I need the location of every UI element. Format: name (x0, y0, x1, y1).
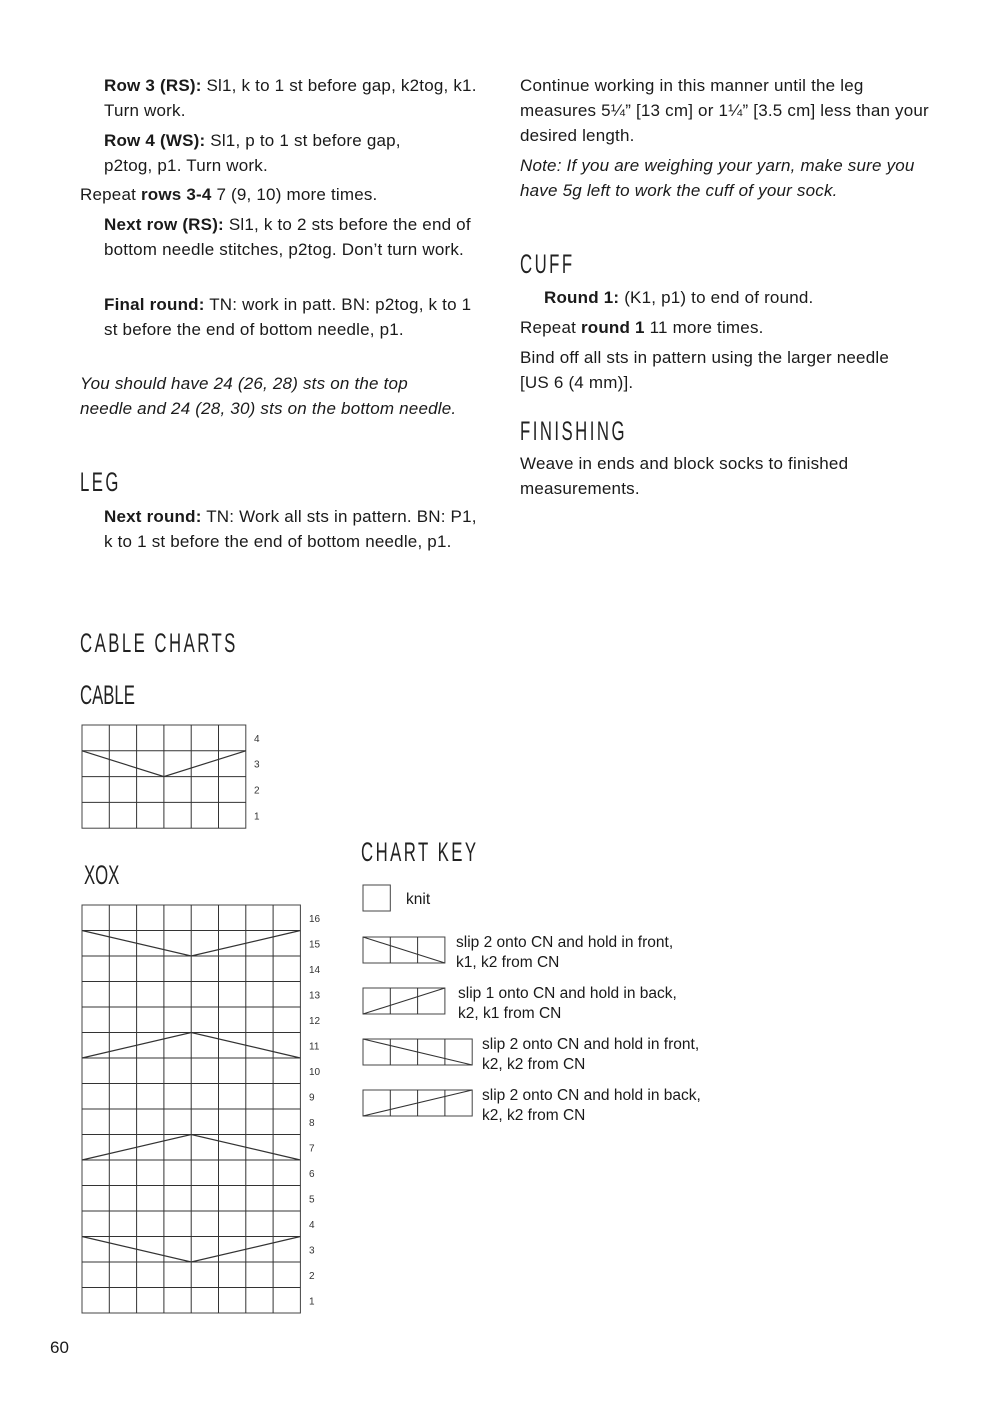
cable-chart-row-number: 3 (254, 759, 260, 771)
xox-chart-row-number: 7 (309, 1143, 315, 1155)
key-symbol-none (363, 885, 390, 911)
leg-heading: LEG (80, 467, 121, 497)
label: Row 4 (WS): (104, 131, 206, 150)
label: Next round: (104, 507, 202, 526)
xox-chart-row-number: 4 (309, 1219, 315, 1231)
text: Sl1, k to 2 sts before the end of bottom needle stitches, p2tog. Don’t turn work. (104, 215, 471, 259)
xox-chart-row-number: 8 (309, 1117, 315, 1129)
yarn-note: Note: If you are weighing your yarn, make sure you have 5g left to work the cuff of your sock. (520, 156, 915, 200)
key-label (458, 984, 677, 1024)
xox-chart-row-number: 16 (309, 913, 321, 925)
key-label-line: slip 2 onto CN and hold in front, (482, 1036, 700, 1053)
text: Sl1, p to 1 st before gap, p2tog, p1. Turn work. (104, 131, 401, 175)
finishing-heading: FINISHING (520, 416, 627, 446)
key-label (456, 933, 673, 973)
bind-off-instruction: Bind off all sts in pattern using the larger needle [US 6 (4 mm)]. (520, 348, 890, 392)
text: (K1, p1) to end of round. (619, 288, 814, 307)
label: round 1 (580, 318, 645, 337)
xox-chart-row-number: 15 (309, 939, 321, 951)
xox-chart-row-number: 5 (309, 1194, 315, 1206)
label: rows 3-4 (140, 185, 212, 204)
key-label-line: slip 1 onto CN and hold in back, (458, 985, 677, 1002)
xox-chart-row-number: 12 (309, 1015, 321, 1027)
key-cable-back-diagonal (363, 988, 445, 1014)
cable-chart-row-number: 1 (254, 811, 260, 823)
cable-charts-heading: CABLE CHARTS (80, 628, 238, 658)
text: 7 (9, 10) more times. (211, 185, 378, 204)
page-number: 60 (50, 1338, 69, 1357)
finishing-text: Weave in ends and block socks to finished measurements. (520, 454, 849, 498)
xox-chart-row-number: 6 (309, 1168, 315, 1180)
key-cable-front-diagonal (363, 937, 445, 963)
xox-chart-row-number: 13 (309, 990, 321, 1002)
cuff-heading: CUFF (520, 249, 575, 279)
key-label (406, 890, 430, 910)
text: 11 more times. (644, 318, 764, 337)
key-label (482, 1035, 699, 1075)
text: Repeat (80, 185, 141, 204)
label: Final round: (104, 295, 205, 314)
key-label-line: slip 2 onto CN and hold in front, (456, 934, 674, 951)
key-label-line: k1, k2 from CN (456, 954, 560, 971)
xox-chart-row-number: 2 (309, 1270, 315, 1282)
text: TN: Work all sts in pattern. BN: P1, k to 1 st before the end of bottom needle, p1. (104, 507, 477, 551)
label: Round 1: (544, 288, 620, 307)
xox-chart-row-number: 11 (309, 1041, 320, 1053)
cable-chart-row-number: 4 (254, 733, 260, 745)
cable-chart-title: CABLE (80, 680, 135, 710)
key-label-line: k2, k1 from CN (458, 1005, 562, 1022)
text: Sl1, k to 1 st before gap, k2tog, k1. Turn work. (104, 76, 477, 120)
xox-chart-row-number: 1 (309, 1296, 315, 1308)
chart-key-heading: CHART KEY (361, 837, 479, 867)
xox-chart-row-number: 9 (309, 1092, 315, 1104)
text: TN: work in patt. BN: p2tog, k to 1 st before the end of bottom needle, p1. (104, 295, 472, 339)
xox-chart-row-number: 14 (309, 964, 321, 976)
stitch-count-note: You should have 24 (26, 28) sts on the top needle and 24 (28, 30) sts on the bottom needle. (80, 374, 457, 418)
label: Row 3 (RS): (104, 76, 202, 95)
cable-chart-row-number: 2 (254, 785, 260, 797)
key-label-line: k2, k2 from CN (482, 1107, 586, 1124)
xox-chart-row-number: 3 (309, 1245, 315, 1257)
text: Repeat (520, 318, 581, 337)
key-label-line: knit (406, 891, 431, 908)
label: Next row (RS): (104, 215, 224, 234)
continue-instruction: Continue working in this manner until the leg measures 5¼” [13 cm] or 1¼” [3.5 cm] less than your desired length. (520, 76, 929, 145)
key-label-line: slip 2 onto CN and hold in back, (482, 1087, 701, 1104)
xox-chart-row-number: 10 (309, 1066, 321, 1078)
key-label-line: k2, k2 from CN (482, 1056, 586, 1073)
key-label (482, 1086, 701, 1126)
xox-chart-title: XOX (84, 860, 120, 890)
